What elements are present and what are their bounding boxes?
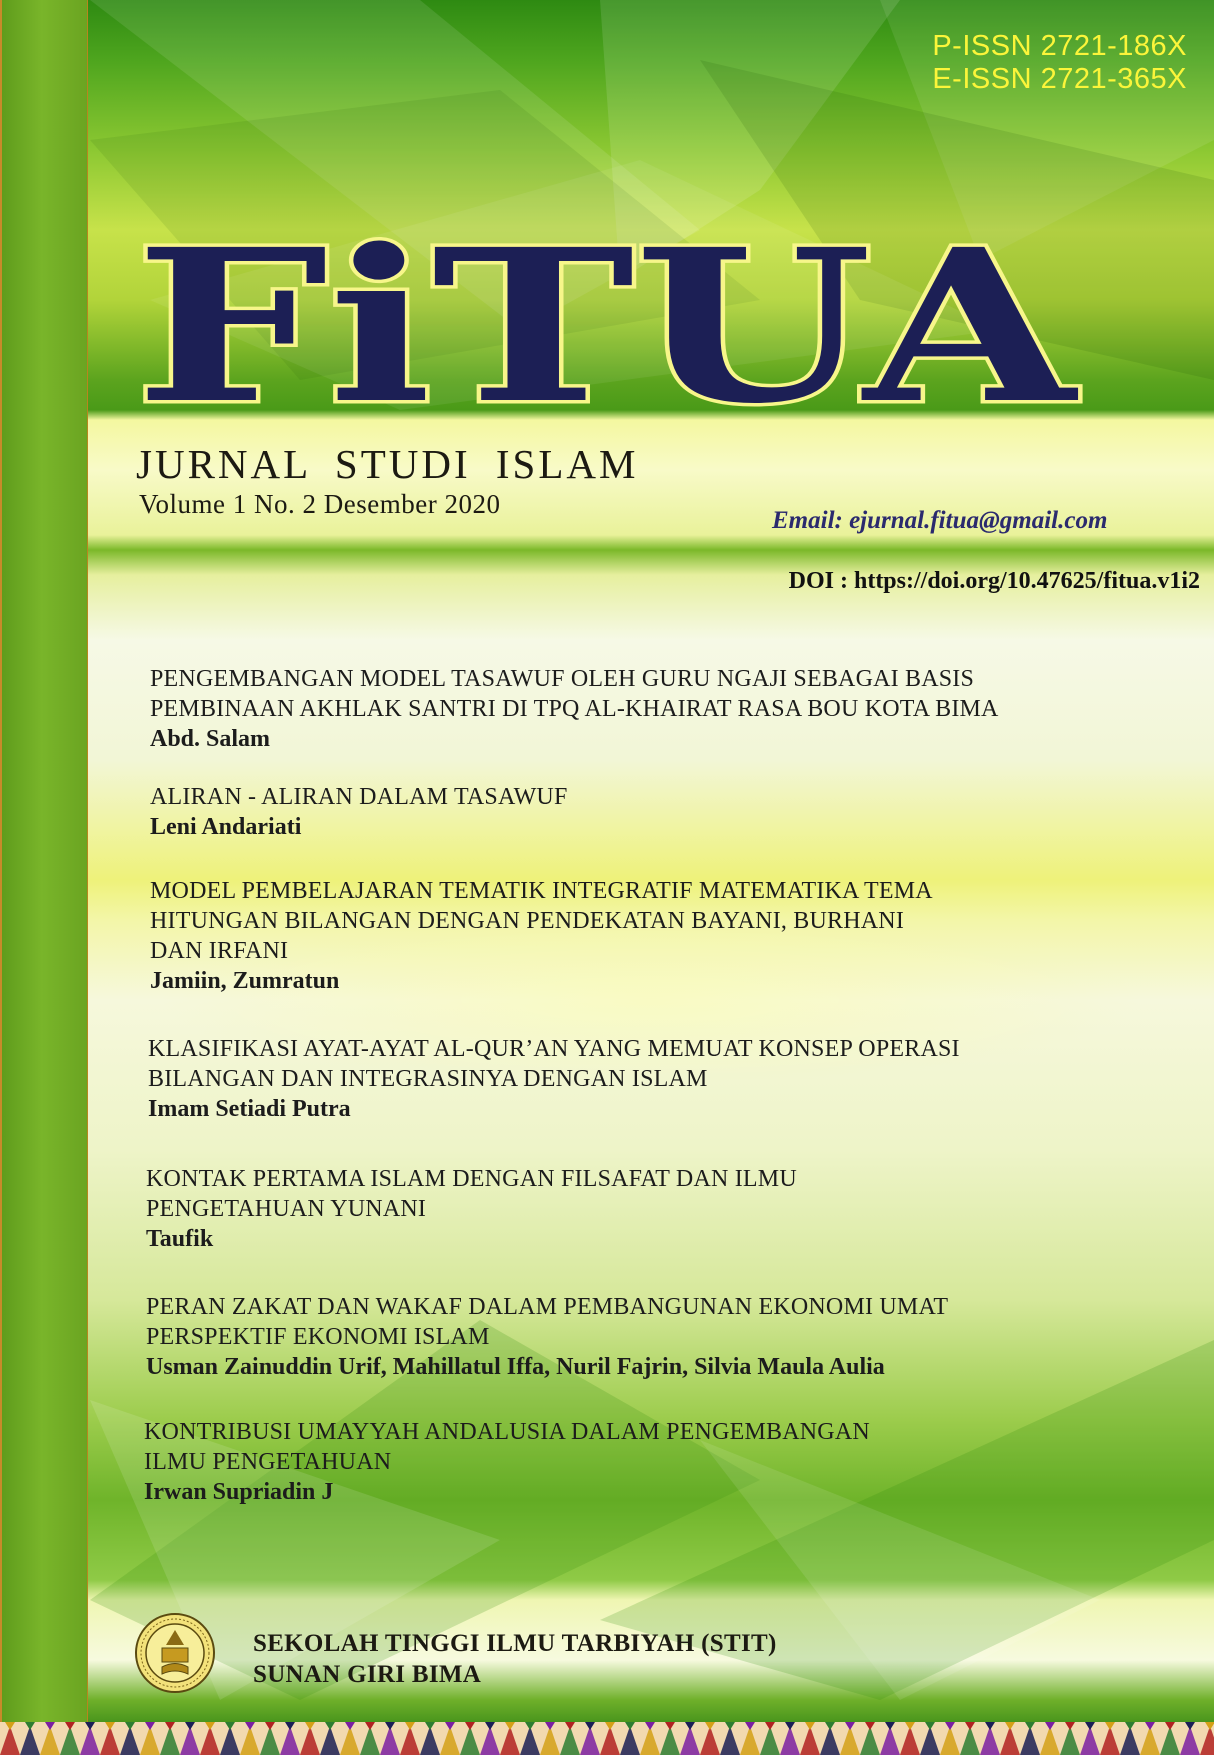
ikat-pattern-border <box>0 1722 1214 1755</box>
electronic-issn: E-ISSN 2721-365X <box>932 63 1187 95</box>
journal-logo-text: FiTUA <box>135 228 1079 428</box>
article-entry-5 <box>146 1164 1106 1254</box>
article-title: MODEL PEMBELAJARAN TEMATIK INTEGRATIF MATEMATIKA TEMA HITUNGAN BILANGAN DENGAN PENDEKATAN BAYANI, BURHANI DAN IRFANI <box>150 878 933 964</box>
article-title: KONTAK PERTAMA ISLAM DENGAN FILSAFAT DAN ILMU PENGETAHUAN YUNANI <box>146 1166 797 1222</box>
article-author: Usman Zainuddin Urif, Mahillatul Iffa, Nuril Fajrin, Silvia Maula Aulia <box>146 1354 885 1380</box>
article-title: KLASIFIKASI AYAT-AYAT AL-QUR’AN YANG MEMUAT KONSEP OPERASI BILANGAN DAN INTEGRASINYA DENGAN ISLAM <box>148 1036 960 1092</box>
print-issn: P-ISSN 2721-186X <box>932 30 1187 62</box>
volume-issue: Volume 1 No. 2 Desember 2020 <box>139 489 501 519</box>
article-author: Taufik <box>146 1226 214 1252</box>
article-title: PERAN ZAKAT DAN WAKAF DALAM PEMBANGUNAN EKONOMI UMAT PERSPEKTIF EKONOMI ISLAM <box>146 1294 949 1350</box>
institution-line-2: SUNAN GIRI BIMA <box>253 1661 482 1688</box>
journal-logo <box>125 228 1085 428</box>
article-title: KONTRIBUSI UMAYYAH ANDALUSIA DALAM PENGEMBANGAN ILMU PENGETAHUAN <box>144 1419 870 1475</box>
doi-link[interactable]: DOI : https://doi.org/10.47625/fitua.v1i2 <box>788 568 1200 594</box>
institution-line-1: SEKOLAH TINGGI ILMU TARBIYAH (STIT) <box>253 1630 777 1657</box>
article-title: ALIRAN - ALIRAN DALAM TASAWUF <box>150 784 568 810</box>
article-author: Jamiin, Zumratun <box>150 968 340 994</box>
article-entry-2 <box>150 782 1110 842</box>
article-entry-1 <box>150 664 1110 754</box>
left-color-band <box>0 0 88 1722</box>
institution-seal-icon <box>134 1612 216 1694</box>
article-author: Imam Setiadi Putra <box>148 1096 351 1122</box>
issn-block <box>932 30 1187 96</box>
journal-subtitle: JURNAL STUDI ISLAM <box>136 441 639 487</box>
article-entry-7 <box>144 1417 1104 1507</box>
institution-name <box>253 1628 777 1690</box>
article-entry-3 <box>150 876 1110 996</box>
contact-email[interactable]: Email: ejurnal.fitua@gmail.com <box>772 507 1108 534</box>
article-title: PENGEMBANGAN MODEL TASAWUF OLEH GURU NGAJI SEBAGAI BASIS PEMBINAAN AKHLAK SANTRI DI TPQ AL-KHAIRAT RASA BOU KOTA BIMA <box>150 666 999 722</box>
article-author: Leni Andariati <box>150 814 302 840</box>
article-author: Abd. Salam <box>150 726 271 752</box>
article-entry-4 <box>148 1034 1108 1124</box>
article-entry-6 <box>146 1292 1106 1382</box>
article-author: Irwan Supriadin J <box>144 1479 334 1505</box>
